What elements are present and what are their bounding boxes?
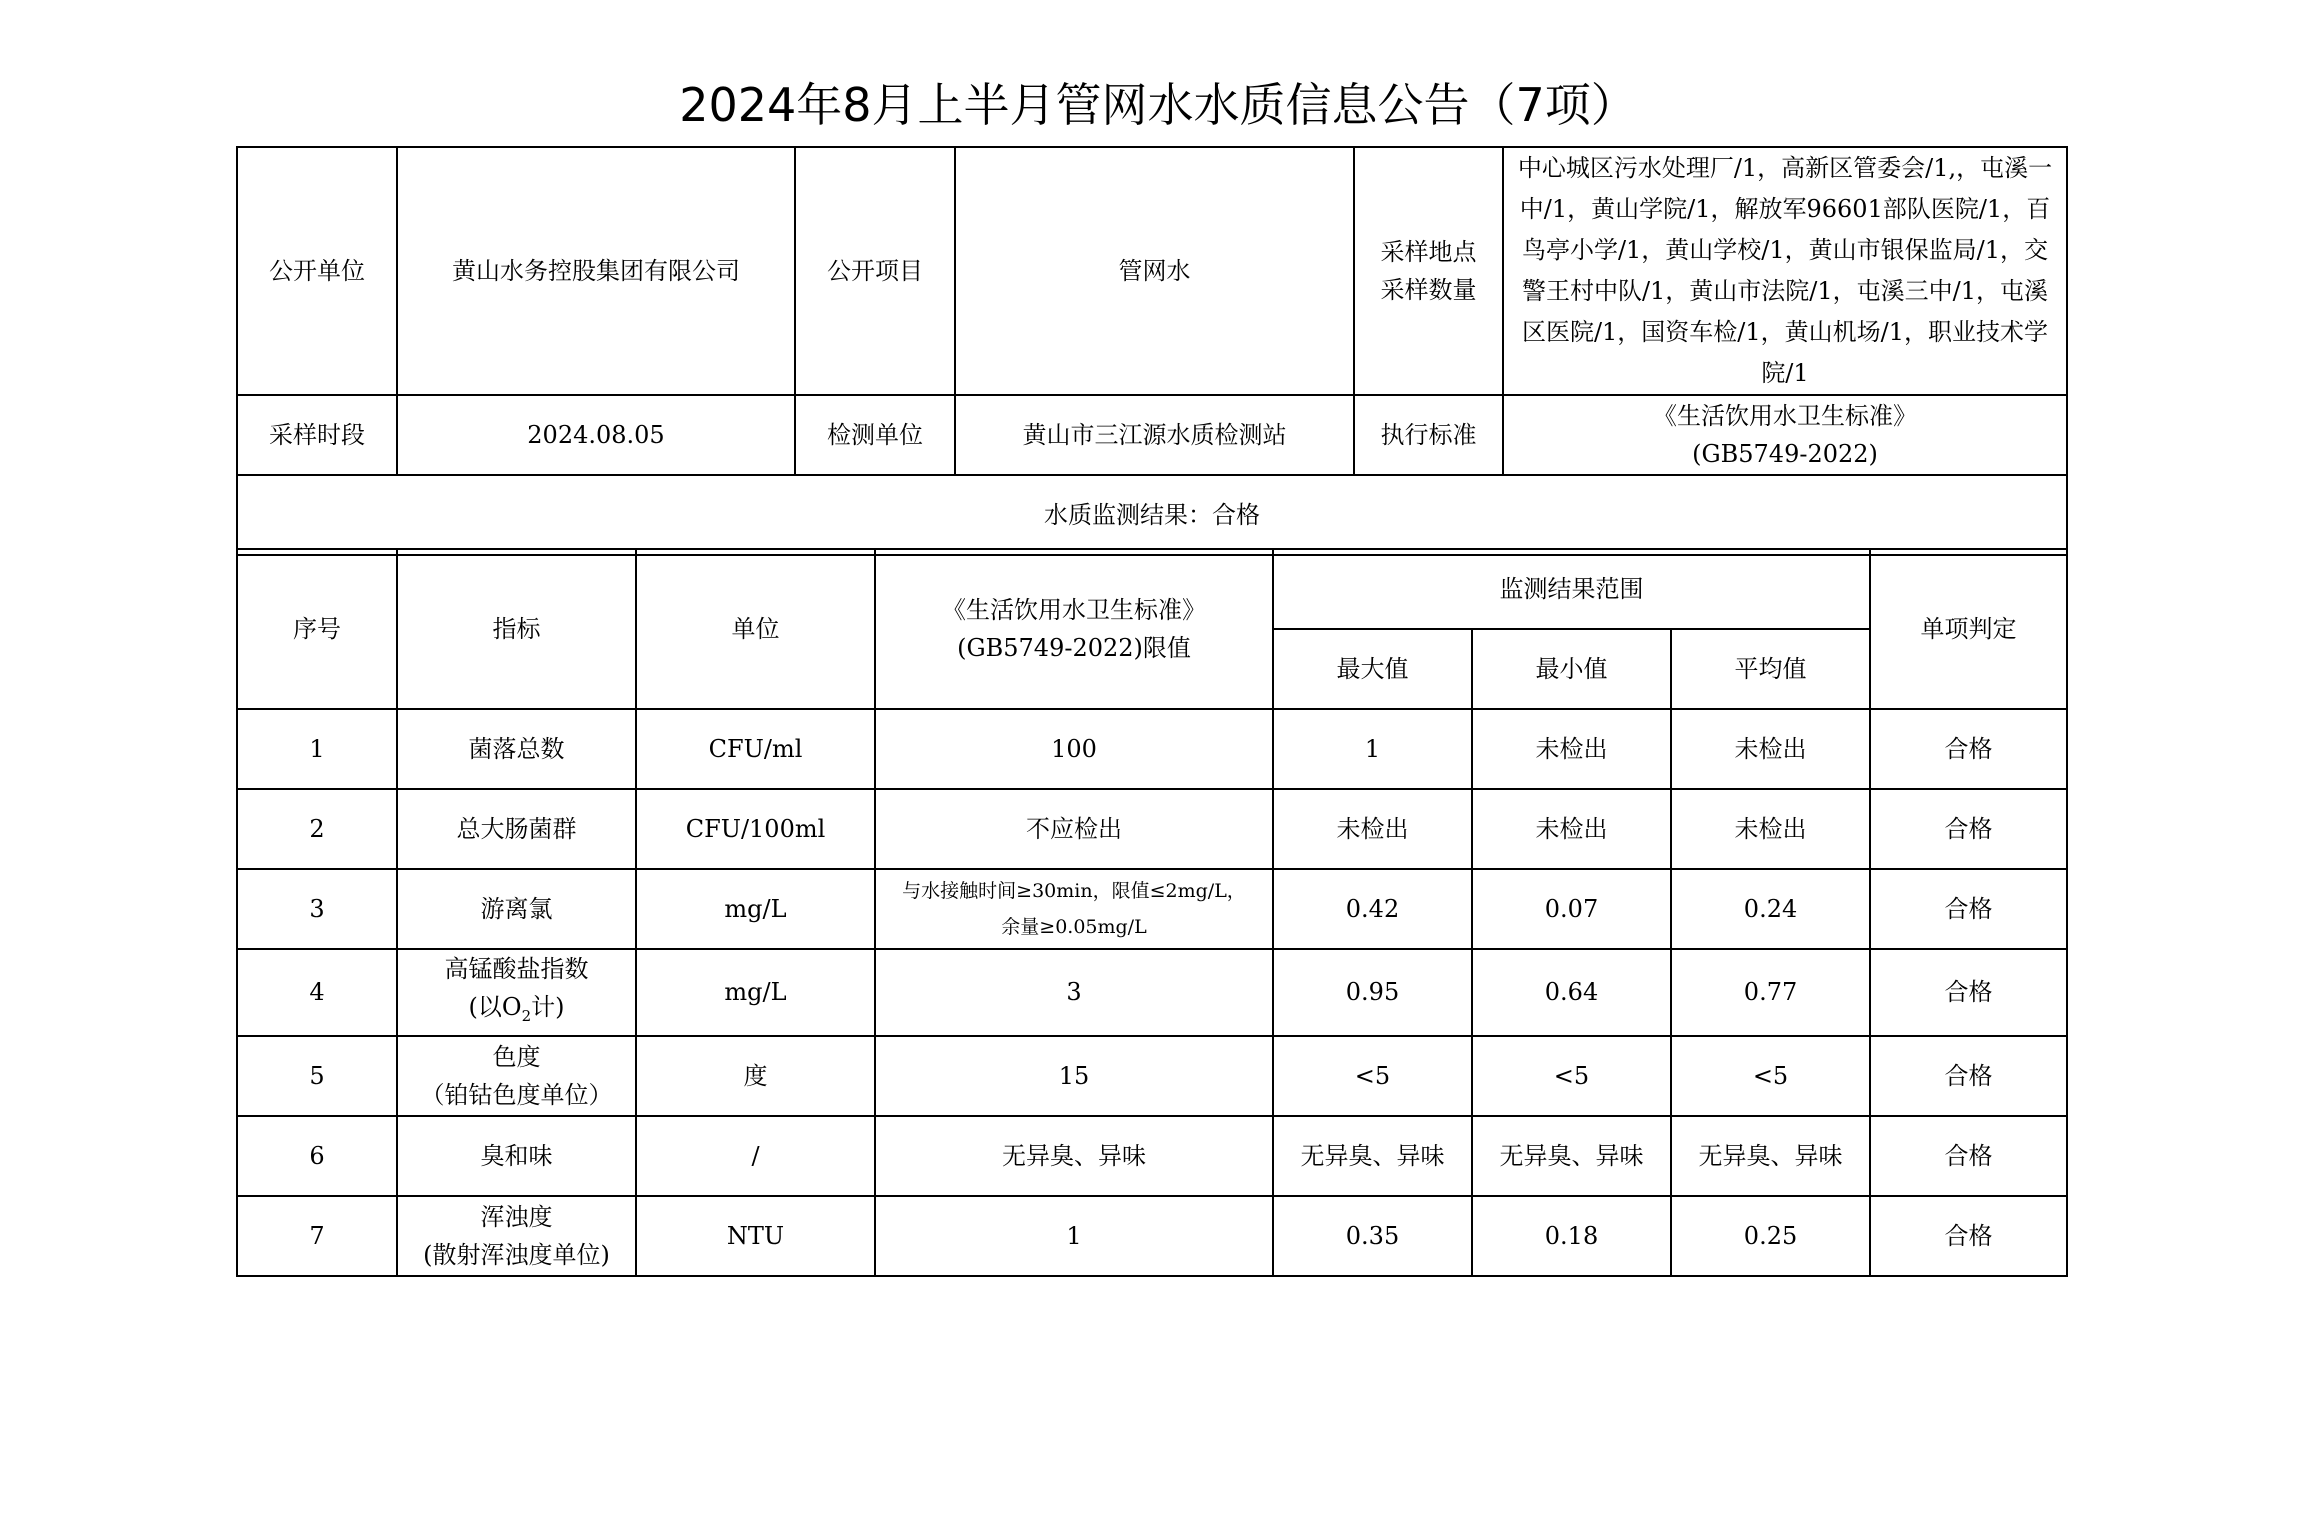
row-min: <5 — [1472, 1036, 1671, 1116]
standard-value — [1503, 395, 2067, 475]
row-avg: <5 — [1671, 1036, 1870, 1116]
result-summary: 水质监测结果：合格 — [237, 475, 2067, 555]
header-min: 最小值 — [1472, 629, 1671, 709]
row-min: 0.64 — [1472, 949, 1671, 1036]
row-limit-line1: 与水接触时间≥30min，限值≤2mg/L， — [902, 880, 1246, 902]
row-unit: mg/L — [636, 949, 875, 1036]
row-indicator: 菌落总数 — [397, 709, 636, 789]
info-table — [236, 146, 2068, 556]
row-indicator-line2: （铂钴色度单位） — [420, 1080, 613, 1109]
row-avg: 0.77 — [1671, 949, 1870, 1036]
row-indicator: 总大肠菌群 — [397, 789, 636, 869]
row-max: 0.35 — [1273, 1196, 1472, 1276]
row-avg: 未检出 — [1671, 709, 1870, 789]
row-avg: 未检出 — [1671, 789, 1870, 869]
row-max: 0.95 — [1273, 949, 1472, 1036]
row-min: 未检出 — [1472, 789, 1671, 869]
table-row — [237, 789, 2067, 869]
row-max: <5 — [1273, 1036, 1472, 1116]
row-no: 5 — [237, 1036, 397, 1116]
table-row — [237, 1116, 2067, 1196]
row-limit: 100 — [875, 709, 1273, 789]
lab-value: 黄山市三江源水质检测站 — [955, 395, 1354, 475]
row-limit: 无异臭、异味 — [875, 1116, 1273, 1196]
row-judgement: 合格 — [1870, 1196, 2067, 1276]
standard-value-line1: 《生活饮用水卫生标准》 — [1653, 402, 1917, 430]
header-limit-line2: (GB5749-2022)限值 — [957, 634, 1191, 662]
row-unit: CFU/100ml — [636, 789, 875, 869]
row-avg: 无异臭、异味 — [1671, 1116, 1870, 1196]
row-judgement: 合格 — [1870, 1116, 2067, 1196]
row-judgement: 合格 — [1870, 789, 2067, 869]
row-no: 6 — [237, 1116, 397, 1196]
header-range: 监测结果范围 — [1273, 549, 1870, 629]
row-judgement: 合格 — [1870, 949, 2067, 1036]
results-table — [236, 548, 2068, 1277]
table-row — [237, 1036, 2067, 1116]
row-indicator-subscript: 2 — [521, 1006, 532, 1025]
row-avg: 0.25 — [1671, 1196, 1870, 1276]
header-limit-line1: 《生活饮用水卫生标准》 — [942, 596, 1206, 624]
item-label: 公开项目 — [795, 147, 955, 395]
sites-label — [1354, 147, 1503, 395]
row-min: 0.07 — [1472, 869, 1671, 949]
header-no: 序号 — [237, 549, 397, 709]
row-no: 7 — [237, 1196, 397, 1276]
row-indicator-line1: 高锰酸盐指数 — [444, 955, 589, 983]
row-unit: mg/L — [636, 869, 875, 949]
row-limit — [875, 869, 1273, 949]
header-unit: 单位 — [636, 549, 875, 709]
sites-label-line1: 采样地点 — [1380, 238, 1477, 266]
row-judgement: 合格 — [1870, 1036, 2067, 1116]
row-limit-line2: 余量≥0.05mg/L — [1001, 916, 1147, 938]
row-no: 3 — [237, 869, 397, 949]
table-row — [237, 869, 2067, 949]
row-max: 未检出 — [1273, 789, 1472, 869]
table-row — [237, 949, 2067, 1036]
row-min: 未检出 — [1472, 709, 1671, 789]
header-max: 最大值 — [1273, 629, 1472, 709]
row-limit: 不应检出 — [875, 789, 1273, 869]
row-min: 0.18 — [1472, 1196, 1671, 1276]
row-min: 无异臭、异味 — [1472, 1116, 1671, 1196]
row-unit: CFU/ml — [636, 709, 875, 789]
row-indicator — [397, 1036, 636, 1116]
row-max: 0.42 — [1273, 869, 1472, 949]
row-indicator-line2 — [404, 988, 629, 1035]
row-judgement: 合格 — [1870, 869, 2067, 949]
row-unit: NTU — [636, 1196, 875, 1276]
row-indicator-line1: 浑浊度 — [480, 1202, 553, 1231]
row-no: 4 — [237, 949, 397, 1036]
publisher-label: 公开单位 — [237, 147, 397, 395]
period-label: 采样时段 — [237, 395, 397, 475]
row-limit: 15 — [875, 1036, 1273, 1116]
row-indicator: 臭和味 — [397, 1116, 636, 1196]
row-max: 无异臭、异味 — [1273, 1116, 1472, 1196]
sites-label-line2: 采样数量 — [1380, 276, 1477, 304]
row-limit: 1 — [875, 1196, 1273, 1276]
row-limit: 3 — [875, 949, 1273, 1036]
row-indicator — [397, 949, 636, 1036]
header-limit — [875, 549, 1273, 709]
header-indicator: 指标 — [397, 549, 636, 709]
row-indicator-suffix: 计) — [531, 993, 565, 1021]
page-title: 2024年8月上半月管网水水质信息公告（7项） — [679, 78, 1637, 132]
row-indicator-line1: 色度 — [492, 1042, 541, 1071]
period-value: 2024.08.05 — [397, 395, 795, 475]
row-unit: 度 — [636, 1036, 875, 1116]
table-row — [237, 1196, 2067, 1276]
row-indicator-line2: (散射浑浊度单位) — [423, 1240, 610, 1269]
lab-label: 检测单位 — [795, 395, 955, 475]
publisher-value: 黄山水务控股集团有限公司 — [397, 147, 795, 395]
header-judgement: 单项判定 — [1870, 549, 2067, 709]
row-avg: 0.24 — [1671, 869, 1870, 949]
header-avg: 平均值 — [1671, 629, 1870, 709]
row-max: 1 — [1273, 709, 1472, 789]
row-indicator-prefix: (以O — [468, 993, 522, 1021]
table-row — [237, 709, 2067, 789]
sites-value: 中心城区污水处理厂/1，高新区管委会/1,，屯溪一中/1，黄山学院/1，解放军96601部队医院/1，百鸟亭小学/1，黄山学校/1，黄山市银保监局/1，交警王村中队/1，黄山市法院/1，屯溪三中/1，屯溪区医院/1，国资车检/1，黄山机场/1，职业技术学院/1 — [1503, 147, 2067, 395]
standard-value-line2: (GB5749-2022) — [1692, 440, 1878, 468]
row-judgement: 合格 — [1870, 709, 2067, 789]
row-indicator — [397, 1196, 636, 1276]
standard-label: 执行标准 — [1354, 395, 1503, 475]
row-indicator: 游离氯 — [397, 869, 636, 949]
row-unit: / — [636, 1116, 875, 1196]
row-no: 1 — [237, 709, 397, 789]
row-no: 2 — [237, 789, 397, 869]
item-value: 管网水 — [955, 147, 1354, 395]
